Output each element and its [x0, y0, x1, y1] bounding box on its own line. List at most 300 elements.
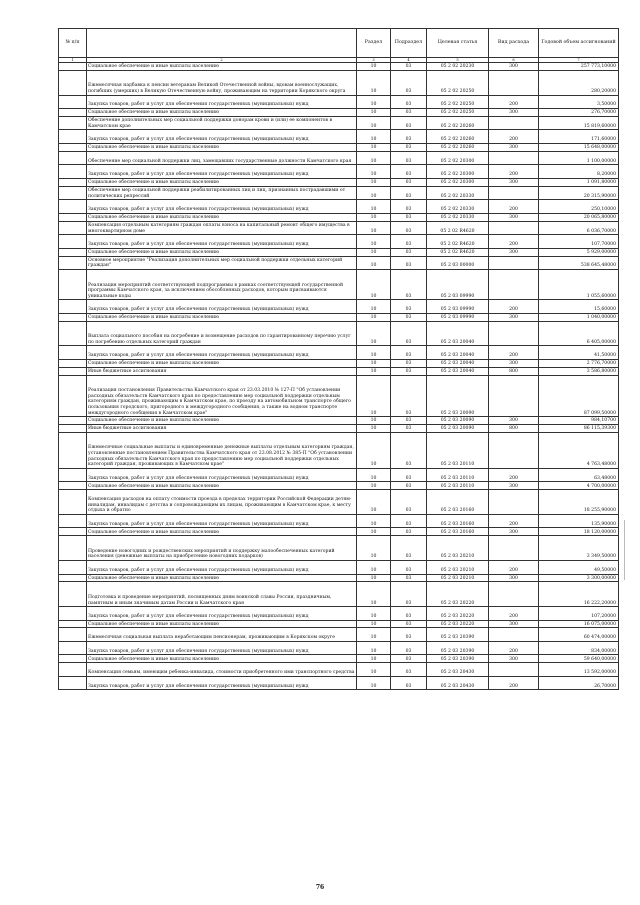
column-index: 3	[357, 58, 391, 63]
row-podrazdel: 03	[391, 574, 427, 582]
row-number	[59, 514, 87, 528]
row-razdel: 10	[357, 95, 391, 109]
row-number	[59, 178, 87, 186]
row-csr: 05 2 02 20300	[427, 151, 489, 165]
table-row	[59, 95, 619, 109]
row-vr	[489, 536, 539, 561]
row-csr: 05 2 03 20040	[427, 321, 489, 346]
row-name: Проведение новогодних и рождественских мероприятий и поддержку малообеспеченных категорий населения (денежные выплаты на приобретение новогодних подарков)	[87, 536, 357, 561]
header-name	[87, 29, 357, 58]
row-sum: 41,50000	[539, 346, 619, 360]
header-vr: Вид расхода	[489, 29, 539, 58]
table-row	[59, 582, 619, 607]
row-razdel: 10	[357, 63, 391, 71]
row-sum: 3,50000	[539, 95, 619, 109]
row-vr: 300	[489, 313, 539, 321]
row-podrazdel: 03	[391, 70, 427, 95]
row-vr	[489, 151, 539, 165]
row-name: Социальное обеспечение и иные выплаты населению	[87, 417, 357, 425]
row-sum: 59 640,00000	[539, 655, 619, 663]
row-sum: 15 819,60000	[539, 116, 619, 130]
row-number	[59, 628, 87, 642]
row-number	[59, 375, 87, 417]
row-csr: 05 2 02 20260	[427, 143, 489, 151]
row-podrazdel: 03	[391, 248, 427, 256]
budget-table-page	[58, 28, 618, 690]
row-number	[59, 235, 87, 249]
row-name: Закупка товаров, работ и услуг для обеспечения государственных (муниципальных) нужд	[87, 641, 357, 655]
row-sum: 171,60000	[539, 130, 619, 144]
row-razdel: 10	[357, 561, 391, 575]
row-sum: 15,60000	[539, 300, 619, 314]
row-csr: 05 2 02 20260	[427, 116, 489, 130]
row-csr: 05 2 03 20220	[427, 582, 489, 607]
row-vr: 300	[489, 528, 539, 536]
row-csr: 05 2 03 00000	[427, 256, 489, 270]
row-name: Закупка товаров, работ и услуг для обеспечения государственных (муниципальных) нужд	[87, 165, 357, 179]
table-row	[59, 536, 619, 561]
row-vr	[489, 432, 539, 468]
row-name: Закупка товаров, работ и услуг для обеспечения государственных (муниципальных) нужд	[87, 300, 357, 314]
table-row	[59, 359, 619, 367]
row-number	[59, 359, 87, 367]
row-podrazdel: 03	[391, 200, 427, 214]
row-name: Выплата социального пособия на погребение и возмещение расходов по гарантированному перечню услуг по погребению отдельных категорий граждан	[87, 321, 357, 346]
row-name: Социальное обеспечение и иные выплаты населению	[87, 109, 357, 117]
row-podrazdel: 03	[391, 95, 427, 109]
row-sum: 250,10000	[539, 200, 619, 214]
row-number	[59, 321, 87, 346]
row-csr: 05 2 03 20160	[427, 514, 489, 528]
row-podrazdel: 03	[391, 63, 427, 71]
row-name: Социальное обеспечение и иные выплаты населению	[87, 574, 357, 582]
row-vr	[489, 321, 539, 346]
row-razdel: 10	[357, 425, 391, 433]
row-number	[59, 425, 87, 433]
row-podrazdel: 03	[391, 186, 427, 200]
row-sum: 3 586,80000	[539, 367, 619, 375]
row-vr: 200	[489, 561, 539, 575]
row-vr: 300	[489, 248, 539, 256]
row-csr: 05 2 03 20390	[427, 655, 489, 663]
row-podrazdel: 03	[391, 528, 427, 536]
table-row	[59, 417, 619, 425]
row-number	[59, 270, 87, 300]
row-number	[59, 143, 87, 151]
row-sum: 63,48000	[539, 468, 619, 482]
row-podrazdel: 03	[391, 432, 427, 468]
header-razdel: Раздел	[357, 29, 391, 58]
row-vr: 200	[489, 200, 539, 214]
row-number	[59, 165, 87, 179]
row-vr	[489, 375, 539, 417]
row-csr: 05 2 03 20040	[427, 359, 489, 367]
table-row	[59, 490, 619, 515]
row-sum: 107,20000	[539, 607, 619, 621]
table-row	[59, 641, 619, 655]
row-vr: 200	[489, 346, 539, 360]
row-sum: 8,20000	[539, 165, 619, 179]
row-number	[59, 528, 87, 536]
row-vr	[489, 70, 539, 95]
row-number	[59, 536, 87, 561]
header-row	[59, 29, 619, 58]
row-razdel: 10	[357, 490, 391, 515]
row-number	[59, 300, 87, 314]
table-row	[59, 186, 619, 200]
row-name: Ежемесячная социальная выплата неработающим пенсионерам, проживающим в Корякском округе	[87, 628, 357, 642]
row-vr: 200	[489, 95, 539, 109]
row-sum: 18 255,90000	[539, 490, 619, 515]
row-name: Закупка товаров, работ и услуг для обеспечения государственных (муниципальных) нужд	[87, 514, 357, 528]
row-podrazdel: 03	[391, 607, 427, 621]
row-sum: 15 648,00000	[539, 143, 619, 151]
row-name: Социальное обеспечение и иные выплаты населению	[87, 63, 357, 71]
row-vr: 200	[489, 300, 539, 314]
table-row	[59, 620, 619, 628]
row-name: Закупка товаров, работ и услуг для обеспечения государственных (муниципальных) нужд	[87, 200, 357, 214]
table-row	[59, 221, 619, 235]
row-razdel: 10	[357, 536, 391, 561]
row-razdel: 10	[357, 221, 391, 235]
row-sum: 4 700,00000	[539, 482, 619, 490]
row-csr: 05 2 03 20090	[427, 375, 489, 417]
row-number	[59, 248, 87, 256]
table-row	[59, 165, 619, 179]
row-name: Обеспечение мер социальной поддержки лиц, замещавших государственные должности Камчатского края	[87, 151, 357, 165]
row-name: Социальное обеспечение и иные выплаты населению	[87, 359, 357, 367]
row-number	[59, 663, 87, 677]
row-podrazdel: 03	[391, 178, 427, 186]
table-row	[59, 432, 619, 468]
row-podrazdel: 03	[391, 482, 427, 490]
table-row	[59, 109, 619, 117]
row-csr: 05 2 03 20390	[427, 628, 489, 642]
row-razdel: 10	[357, 321, 391, 346]
row-number	[59, 655, 87, 663]
row-razdel: 10	[357, 628, 391, 642]
row-podrazdel: 03	[391, 116, 427, 130]
row-razdel: 10	[357, 432, 391, 468]
table-row	[59, 482, 619, 490]
row-number	[59, 417, 87, 425]
row-razdel: 10	[357, 582, 391, 607]
table-row	[59, 425, 619, 433]
row-csr: 05 2 03 20220	[427, 607, 489, 621]
row-podrazdel: 03	[391, 536, 427, 561]
row-sum: 16 075,00000	[539, 620, 619, 628]
table-row	[59, 178, 619, 186]
row-podrazdel: 03	[391, 620, 427, 628]
row-podrazdel: 03	[391, 321, 427, 346]
row-name: Социальное обеспечение и иные выплаты населению	[87, 213, 357, 221]
row-csr: 05 2 03 20390	[427, 641, 489, 655]
row-vr	[489, 663, 539, 677]
table-row	[59, 607, 619, 621]
table-row	[59, 375, 619, 417]
row-csr: 05 2 02 20250	[427, 95, 489, 109]
row-csr: 05 2 03 20110	[427, 432, 489, 468]
row-name: Социальное обеспечение и иные выплаты населению	[87, 313, 357, 321]
row-number	[59, 641, 87, 655]
table-row	[59, 346, 619, 360]
row-sum: 5 929,00000	[539, 248, 619, 256]
row-razdel: 10	[357, 130, 391, 144]
row-number	[59, 561, 87, 575]
table-row	[59, 468, 619, 482]
row-csr: 05 2 02 20250	[427, 109, 489, 117]
row-vr	[489, 116, 539, 130]
row-number	[59, 200, 87, 214]
row-sum: 538 645,48000	[539, 256, 619, 270]
column-index: 1	[59, 58, 87, 63]
row-podrazdel: 03	[391, 359, 427, 367]
row-podrazdel: 03	[391, 213, 427, 221]
row-sum: 257 773,10000	[539, 63, 619, 71]
row-name: Закупка товаров, работ и услуг для обеспечения государственных (муниципальных) нужд	[87, 346, 357, 360]
row-csr: 05 2 02 20260	[427, 130, 489, 144]
row-razdel: 10	[357, 256, 391, 270]
row-name: Закупка товаров, работ и услуг для обеспечения государственных (муниципальных) нужд	[87, 468, 357, 482]
table-row	[59, 663, 619, 677]
row-csr: 05 2 03 20110	[427, 482, 489, 490]
row-razdel: 10	[357, 346, 391, 360]
row-sum: 87 099,50000	[539, 375, 619, 417]
row-vr: 300	[489, 574, 539, 582]
table-row	[59, 655, 619, 663]
row-number	[59, 63, 87, 71]
row-csr: 05 2 02 20250	[427, 70, 489, 95]
row-sum: 984,10700	[539, 417, 619, 425]
row-number	[59, 482, 87, 490]
row-sum: 6 036,70000	[539, 221, 619, 235]
row-razdel: 10	[357, 70, 391, 95]
row-csr: 05 2 03 20210	[427, 536, 489, 561]
row-name: Закупка товаров, работ и услуг для обеспечения государственных (муниципальных) нужд	[87, 95, 357, 109]
row-csr: 05 2 02 R4620	[427, 221, 489, 235]
row-vr: 200	[489, 514, 539, 528]
column-index: 4	[391, 58, 427, 63]
row-sum: 1 055,60000	[539, 270, 619, 300]
row-csr: 05 2 03 20220	[427, 620, 489, 628]
row-razdel: 10	[357, 300, 391, 314]
header-csr: Целевая статья	[427, 29, 489, 58]
scan-margin-line	[624, 520, 625, 580]
row-razdel: 10	[357, 655, 391, 663]
row-csr: 05 2 02 20330	[427, 186, 489, 200]
row-name: Социальное обеспечение и иные выплаты населению	[87, 248, 357, 256]
row-number	[59, 130, 87, 144]
row-csr: 05 2 03 20430	[427, 676, 489, 690]
row-sum: 20 315,90000	[539, 186, 619, 200]
row-podrazdel: 03	[391, 143, 427, 151]
row-vr: 200	[489, 468, 539, 482]
row-podrazdel: 03	[391, 676, 427, 690]
row-name: Иные бюджетные ассигнования	[87, 425, 357, 433]
row-name: Закупка товаров, работ и услуг для обеспечения государственных (муниципальных) нужд	[87, 130, 357, 144]
table-row	[59, 300, 619, 314]
row-number	[59, 109, 87, 117]
row-razdel: 10	[357, 482, 391, 490]
row-razdel: 10	[357, 235, 391, 249]
row-sum: 2 776,70000	[539, 359, 619, 367]
row-vr: 200	[489, 676, 539, 690]
row-vr: 200	[489, 235, 539, 249]
row-number	[59, 620, 87, 628]
table-row	[59, 256, 619, 270]
row-vr: 300	[489, 178, 539, 186]
table-row	[59, 151, 619, 165]
row-vr: 200	[489, 130, 539, 144]
row-number	[59, 346, 87, 360]
row-sum: 49,50000	[539, 561, 619, 575]
row-podrazdel: 03	[391, 300, 427, 314]
row-podrazdel: 03	[391, 313, 427, 321]
row-number	[59, 70, 87, 95]
row-name: Социальное обеспечение и иные выплаты населению	[87, 482, 357, 490]
row-number	[59, 432, 87, 468]
row-vr: 800	[489, 367, 539, 375]
row-razdel: 10	[357, 663, 391, 677]
row-csr: 05 2 03 20110	[427, 468, 489, 482]
row-razdel: 10	[357, 116, 391, 130]
row-podrazdel: 03	[391, 346, 427, 360]
row-csr: 05 2 02 R4620	[427, 248, 489, 256]
header-podrazdel: Подраздел	[391, 29, 427, 58]
row-vr: 300	[489, 620, 539, 628]
row-name: Ежемесячная надбавка к пенсии ветеранам Великой Отечественной войны, вдовам военнослужащих, погибших (умерших) в Великую Отечественную войну, проживающим на территории Корякского округа	[87, 70, 357, 95]
row-vr: 300	[489, 63, 539, 71]
table-row	[59, 248, 619, 256]
row-number	[59, 95, 87, 109]
row-podrazdel: 03	[391, 663, 427, 677]
row-csr: 05 2 02 20330	[427, 200, 489, 214]
row-vr	[489, 256, 539, 270]
row-podrazdel: 03	[391, 628, 427, 642]
row-csr: 05 2 03 09990	[427, 300, 489, 314]
row-podrazdel: 03	[391, 561, 427, 575]
table-row	[59, 63, 619, 71]
table-row	[59, 561, 619, 575]
table-row	[59, 628, 619, 642]
row-csr: 05 2 03 20160	[427, 490, 489, 515]
row-number	[59, 313, 87, 321]
row-podrazdel: 03	[391, 582, 427, 607]
row-razdel: 10	[357, 313, 391, 321]
row-name: Закупка товаров, работ и услуг для обеспечения государственных (муниципальных) нужд	[87, 607, 357, 621]
row-razdel: 10	[357, 213, 391, 221]
row-sum: 1 040,00000	[539, 313, 619, 321]
header-num: № п/п	[59, 29, 87, 58]
row-podrazdel: 03	[391, 235, 427, 249]
row-sum: 6 405,00000	[539, 321, 619, 346]
row-name: Реализация постановления Правительства Камчатского края от 23.03.2010 № 127-П "Об установлении расходных обязательств Камчатского края по предоставлению мер социальной поддержки отдельным категориям граждан, проживающим в Камчатском крае, по проезду на автомобильном транспорте общего пользования городского, пригородного и междугородного сообщения, а также на водном транспорте междугородного сообщения в Камчатском крае"	[87, 375, 357, 417]
row-vr	[489, 221, 539, 235]
row-razdel: 10	[357, 270, 391, 300]
row-vr	[489, 490, 539, 515]
row-number	[59, 468, 87, 482]
row-podrazdel: 03	[391, 367, 427, 375]
row-sum: 280,20000	[539, 70, 619, 95]
table-row	[59, 116, 619, 130]
row-name: Социальное обеспечение и иные выплаты населению	[87, 143, 357, 151]
table-row	[59, 321, 619, 346]
row-number	[59, 490, 87, 515]
row-podrazdel: 03	[391, 270, 427, 300]
header-sum: Годовой объем ассигнований	[539, 29, 619, 58]
row-name: Иные бюджетные ассигнования	[87, 367, 357, 375]
row-csr: 05 2 03 20090	[427, 417, 489, 425]
row-name: Закупка товаров, работ и услуг для обеспечения государственных (муниципальных) нужд	[87, 561, 357, 575]
row-name: Реализация мероприятий соответствующей подпрограммы в рамках соответствующей государственной программы Камчатского края, за исключением обособленных расходов, которым присваиваются уникальные коды	[87, 270, 357, 300]
column-index: 7	[539, 58, 619, 63]
row-podrazdel: 03	[391, 655, 427, 663]
row-razdel: 10	[357, 574, 391, 582]
row-sum: 16 222,20000	[539, 582, 619, 607]
row-sum: 3 300,00000	[539, 574, 619, 582]
row-sum: 3 349,50000	[539, 536, 619, 561]
row-vr	[489, 582, 539, 607]
row-csr: 05 2 03 20210	[427, 574, 489, 582]
row-csr: 05 2 03 20090	[427, 425, 489, 433]
row-name: Подготовка и проведение мероприятий, посвященных дням воинской славы России, праздничным, памятным и иным значимым датам России и Камчатского края	[87, 582, 357, 607]
column-index: 2	[87, 58, 357, 63]
row-name: Основное мероприятие "Реализация дополнительных мер социальной поддержки отдельных категорий граждан"	[87, 256, 357, 270]
row-razdel: 10	[357, 151, 391, 165]
row-number	[59, 221, 87, 235]
row-csr: 05 2 03 20040	[427, 367, 489, 375]
row-number	[59, 582, 87, 607]
row-name: Компенсация семьям, имеющим ребенка-инвалида, стоимости приобретенного ими транспортного средства	[87, 663, 357, 677]
row-sum: 276,70000	[539, 109, 619, 117]
row-name: Закупка товаров, работ и услуг для обеспечения государственных (муниципальных) нужд	[87, 676, 357, 690]
table-row	[59, 130, 619, 144]
row-vr: 200	[489, 607, 539, 621]
table-row	[59, 235, 619, 249]
table-row	[59, 200, 619, 214]
row-sum: 18 120,00000	[539, 528, 619, 536]
row-vr	[489, 186, 539, 200]
table-row	[59, 574, 619, 582]
row-podrazdel: 03	[391, 151, 427, 165]
row-razdel: 10	[357, 417, 391, 425]
row-razdel: 10	[357, 186, 391, 200]
row-razdel: 10	[357, 178, 391, 186]
row-razdel: 10	[357, 528, 391, 536]
row-csr: 05 2 03 20430	[427, 663, 489, 677]
row-podrazdel: 03	[391, 468, 427, 482]
row-razdel: 10	[357, 367, 391, 375]
row-number	[59, 213, 87, 221]
row-podrazdel: 03	[391, 221, 427, 235]
row-razdel: 10	[357, 165, 391, 179]
row-vr	[489, 628, 539, 642]
row-vr: 300	[489, 109, 539, 117]
row-number	[59, 186, 87, 200]
budget-table	[58, 28, 619, 690]
row-name: Социальное обеспечение и иные выплаты населению	[87, 620, 357, 628]
row-csr: 05 2 03 20160	[427, 528, 489, 536]
row-sum: 26,70000	[539, 676, 619, 690]
row-sum: 834,00000	[539, 641, 619, 655]
row-name: Закупка товаров, работ и услуг для обеспечения государственных (муниципальных) нужд	[87, 235, 357, 249]
row-name: Ежемесячные социальные выплаты и единовременные денежные выплаты отдельным категориям граждан, установленные постановлением Правительства Камчатского края от 23.08.2012 № 385-П "Об установлении расходных обязательств Камчатского края по предоставлению мер социальной поддержки отдельных категорий граждан, проживающих в Камчатском крае"	[87, 432, 357, 468]
row-name: Социальное обеспечение и иные выплаты населению	[87, 655, 357, 663]
row-vr: 200	[489, 641, 539, 655]
row-sum: 60 474,00000	[539, 628, 619, 642]
row-name: Компенсация отдельным категориям граждан оплаты взноса на капитальный ремонт общего имущества в многоквартирном доме	[87, 221, 357, 235]
row-podrazdel: 03	[391, 109, 427, 117]
